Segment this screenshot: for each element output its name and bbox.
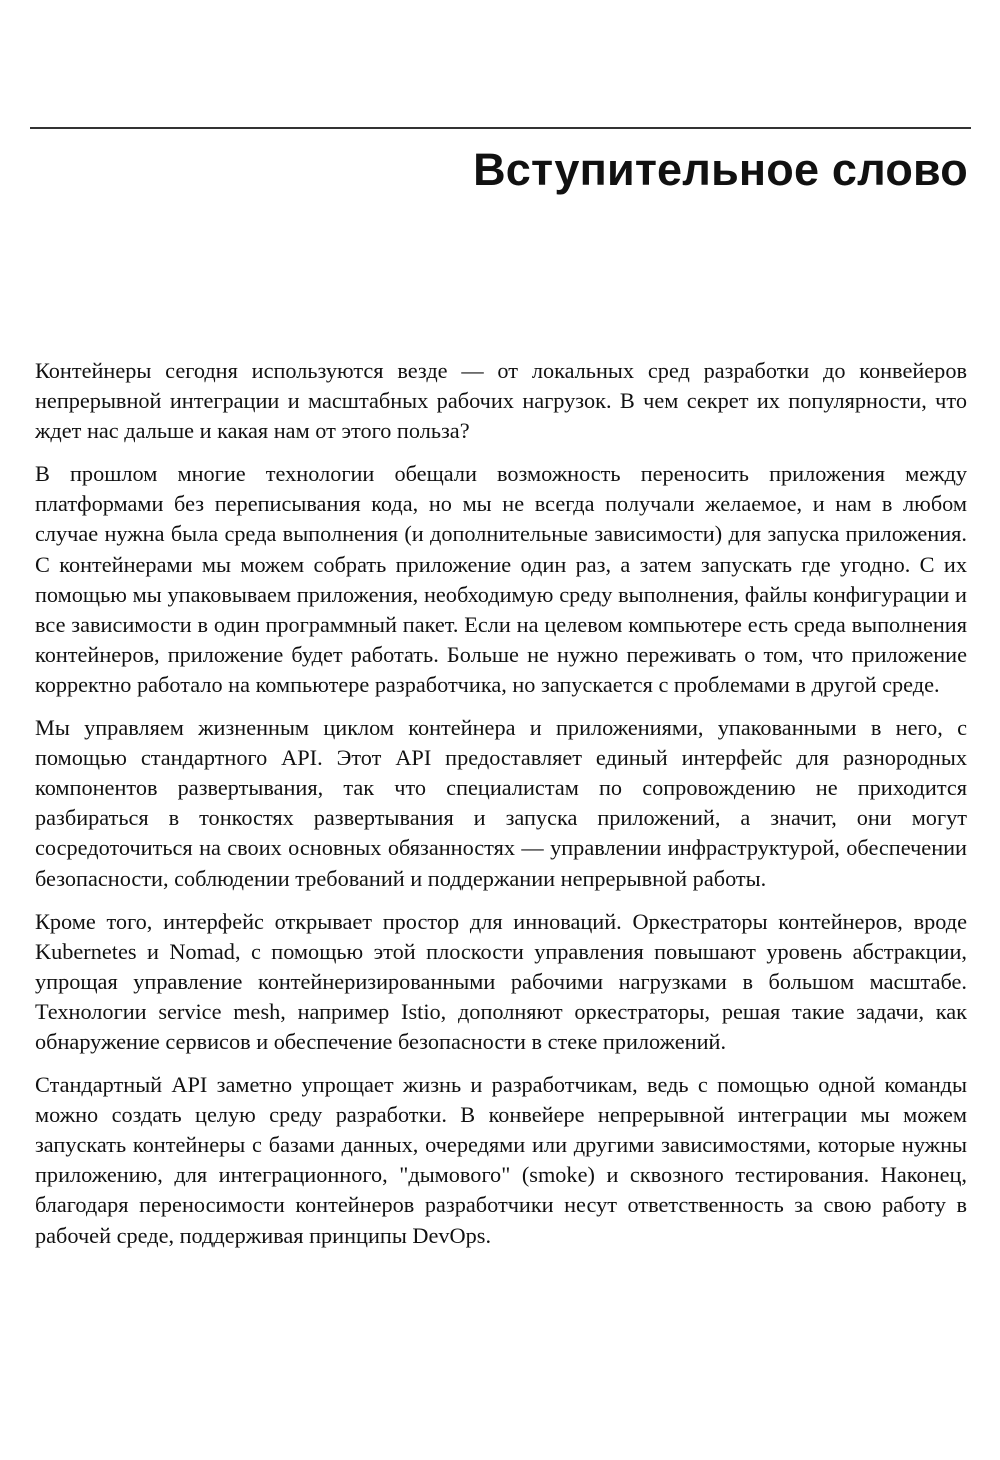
chapter-body <box>35 356 967 1264</box>
paragraph-4: Кроме того, интерфейс открывает простор для инноваций. Оркестраторы контейнеров, вроде Kubernetes и Nomad, с помощью этой плоскости управления повышают уровень абстракции, упрощая управление контейнеризированными рабочими нагрузками в большом масштабе. Технологии service mesh, например Istio, дополняют оркестраторы, решая такие задачи, как обнаружение сервисов и обеспечение безопасности в стеке приложений. <box>35 908 967 1054</box>
paragraph-1: Контейнеры сегодня используются везде — от локальных сред разработки до конвейеров непрерывной интеграции и масштабных рабочих нагрузок. В чем секрет их популярности, что ждет нас дальше и какая нам от этого польза? <box>35 358 967 444</box>
paragraph-2: В прошлом многие технологии обещали возможность переносить приложения между платформами без переписывания кода, но мы не всегда получали желаемое, и нам в любом случае нужна была среда выполнения (и дополнительные зависимости) для запуска приложения. С контейнерами мы можем собрать приложение один раз, а затем запускать где угодно. С их помощью мы упаковываем приложения, необходимую среду выполнения, файлы конфигурации и все зависимости в один программный пакет. Если на целевом компьютере есть среда выполнения контейнеров, приложение будет работать. Больше не нужно переживать о том, что приложение корректно работало на компьютере разработчика, но запускается с проблемами в другой среде. <box>35 461 967 697</box>
paragraph-5: Стандартный API заметно упрощает жизнь и разработчикам, ведь с помощью одной команды можно создать целую среду разработки. В конвейере непрерывной интеграции мы можем запускать контейнеры с базами данных, очередями или другими зависимостями, которые нужны приложению, для интеграционного, "дымового" (smoke) и сквозного тестирования. Наконец, благодаря переносимости контейнеров разработчики несут ответственность за свою работу в рабочей среде, поддерживая принципы DevOps. <box>35 1072 967 1248</box>
chapter-top-rule <box>30 127 971 129</box>
chapter-title: Вступительное слово <box>473 144 968 195</box>
paragraph-3: Мы управляем жизненным циклом контейнера и приложениями, упакованными в него, с помощью стандартного API. Этот API предоставляет единый интерфейс для разнородных компонентов развертывания, так что специалистам по сопровождению не приходится разбираться в тонкостях развертывания и запуска приложений, а значит, они могут сосредоточиться на своих основных обязанностях — управлении инфраструктурой, обеспечении безопасности, соблюдении требований и поддержании непрерывной работы. <box>35 715 967 891</box>
